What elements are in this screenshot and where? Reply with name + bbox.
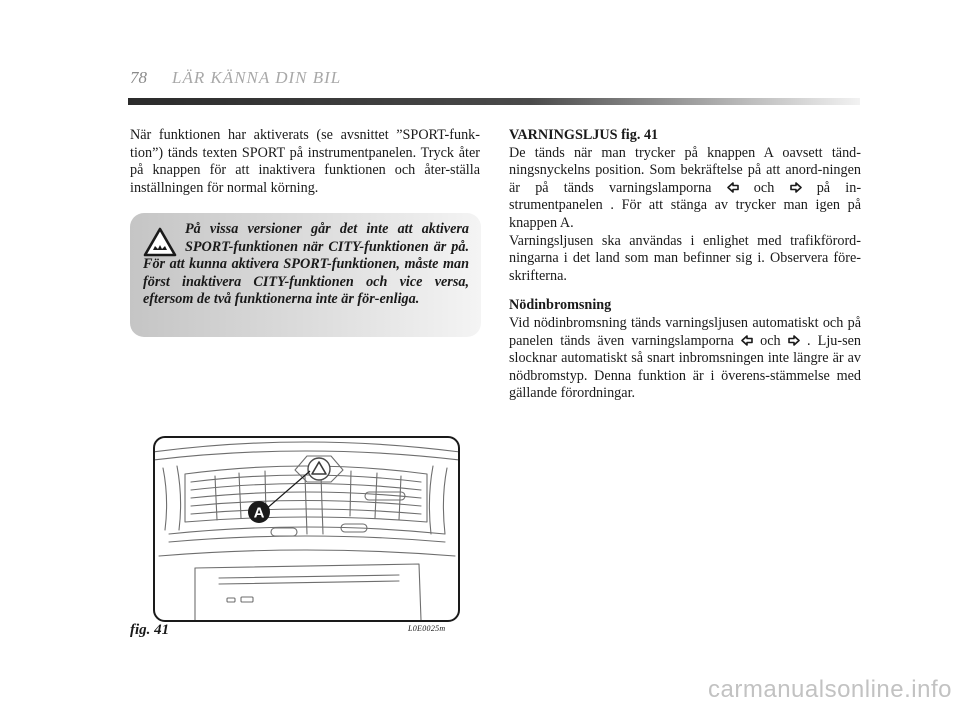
varningsljus-text-part-1: De tänds när man trycker på knappen A oavsett tänd-ningsnyckelns position. Som bekräftelse på att anord-ningen är på tänds varningslamporna [509, 144, 861, 196]
warning-text-content: På vissa versioner går det inte att aktivera SPORT-funktionen när CITY-funktionen är på. För att kunna aktivera SPORT-funktionen, måste man först inaktivera CITY-funktionen och vice versa, eftersom de två funktionerna inte är för-enliga. [143, 221, 469, 308]
left-turn-arrow-icon [741, 335, 753, 346]
nodinbromsning-paragraph [509, 315, 861, 403]
nodinbromsning-text-part-1: Vid nödinbromsning tänds varningsljusen automatiskt och på panelen tänds även varningslamporna [509, 314, 861, 349]
right-turn-arrow-icon [788, 335, 800, 346]
right-turn-arrow-icon [790, 182, 802, 193]
figure-caption: fig. 41 [130, 622, 170, 638]
warning-box [130, 213, 481, 337]
trafikforordningar-paragraph: Varningsljusen ska användas i enlighet med trafikförord-ningarna i det land som man befinner sig i. Observera före-skrifterna. [509, 232, 861, 284]
figure-frame [153, 436, 460, 622]
dashboard-illustration [155, 438, 458, 620]
callout-label-a: A [253, 504, 265, 522]
header-rule [128, 98, 860, 105]
running-title: LÄR KÄNNA DIN BIL [172, 68, 342, 87]
varningsljus-text-part-3: på in-strumentpanelen . För att stänga av trycker man igen på knappen A. [509, 179, 862, 231]
left-turn-arrow-icon [727, 182, 739, 193]
section-heading-varningsljus: VARNINGSLJUS fig. 41 [509, 127, 659, 143]
intro-paragraph: När funktionen har aktiverats (se avsnittet ”SPORT-funk-tion”) tänds texten SPORT på instrumentpanelen. Tryck åter på knappen för att inaktivera funktionen och åter-ställa inställningen för normal körning. [130, 127, 480, 196]
varningsljus-paragraph [509, 145, 861, 233]
figure-code: L0E0025m [408, 624, 446, 633]
section-heading-nodinbromsning: Nödinbromsning [509, 297, 612, 314]
right-column [509, 127, 861, 403]
watermark: carmanualsonline.info [708, 676, 952, 703]
varningsljus-text-part-2: och [753, 179, 775, 196]
warning-text [143, 221, 469, 309]
nodinbromsning-text-part-3: . Lju-sen slocknar automatiskt så snart inbromsningen inte längre är av nödbromstyp. Denna funktion är i överens-stämmelse med gällande förordningar. [509, 332, 862, 402]
left-column [130, 127, 480, 197]
page-number: 78 [130, 68, 147, 87]
nodinbromsning-text-part-2: och [760, 332, 781, 349]
